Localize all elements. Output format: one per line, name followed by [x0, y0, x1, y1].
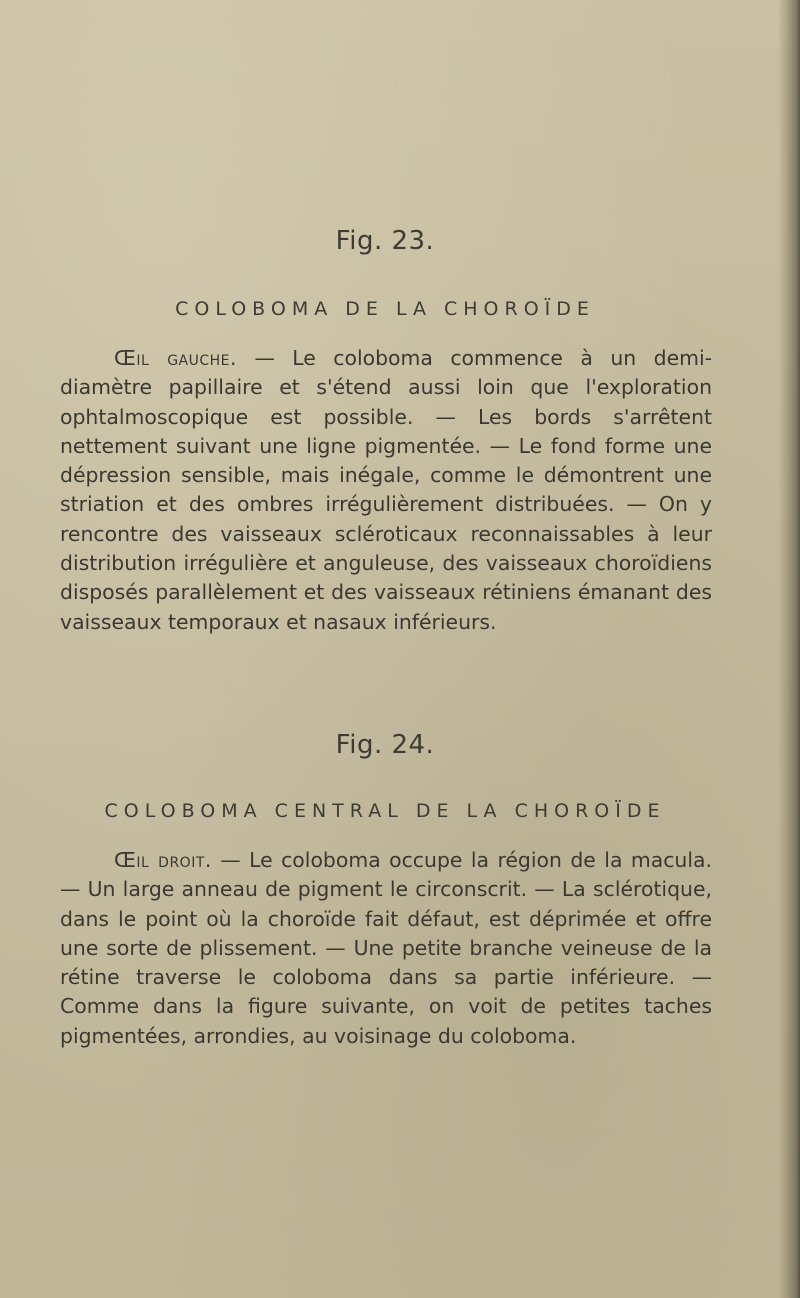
page-edge-shadow [778, 0, 800, 1298]
figure-24-label: Fig. 24. [335, 730, 435, 760]
figure-23-description [60, 344, 712, 637]
figure-23-label: Fig. 23. [335, 226, 435, 256]
figure-24-description [60, 846, 712, 1051]
figure-24-body: — Le coloboma occupe la région de la macula. — Un large anneau de pigment le circonscrit. — La sclérotique, dans le point où la choroïde fait défaut, est déprimée et offre une sorte de plissement. — Une petite branche veineuse de la rétine traverse le coloboma dans sa partie inférieure. — Comme dans la figure suivante, on voit de petites taches pigmentées, arrondies, au voisinage du coloboma. [60, 848, 712, 1048]
figure-23-body: — Le coloboma commence à un demi-diamètre papillaire et s'étend aussi loin que l'exploration ophtalmoscopique est possible. — Les bords s'arrêtent nettement suivant une ligne pigmentée. — Le fond forme une dépression sensible, mais inégale, comme le démontrent une striation et des ombres irrégulièrement distribuées. — On y rencontre des vaisseaux scléroticaux reconnaissables à leur distribution irrégulière et anguleuse, des vaisseaux choroïdiens disposés parallèlement et des vaisseaux rétiniens émanant des vaisseaux temporaux et nasaux inférieurs. [60, 346, 713, 634]
figure-24-lead: Œil droit. [114, 848, 212, 872]
figure-24-heading: COLOBOMA CENTRAL DE LA CHOROÏDE [104, 800, 666, 822]
figure-23-lead: Œil gauche. [114, 346, 237, 370]
figure-23-heading: COLOBOMA DE LA CHOROÏDE [175, 298, 595, 320]
